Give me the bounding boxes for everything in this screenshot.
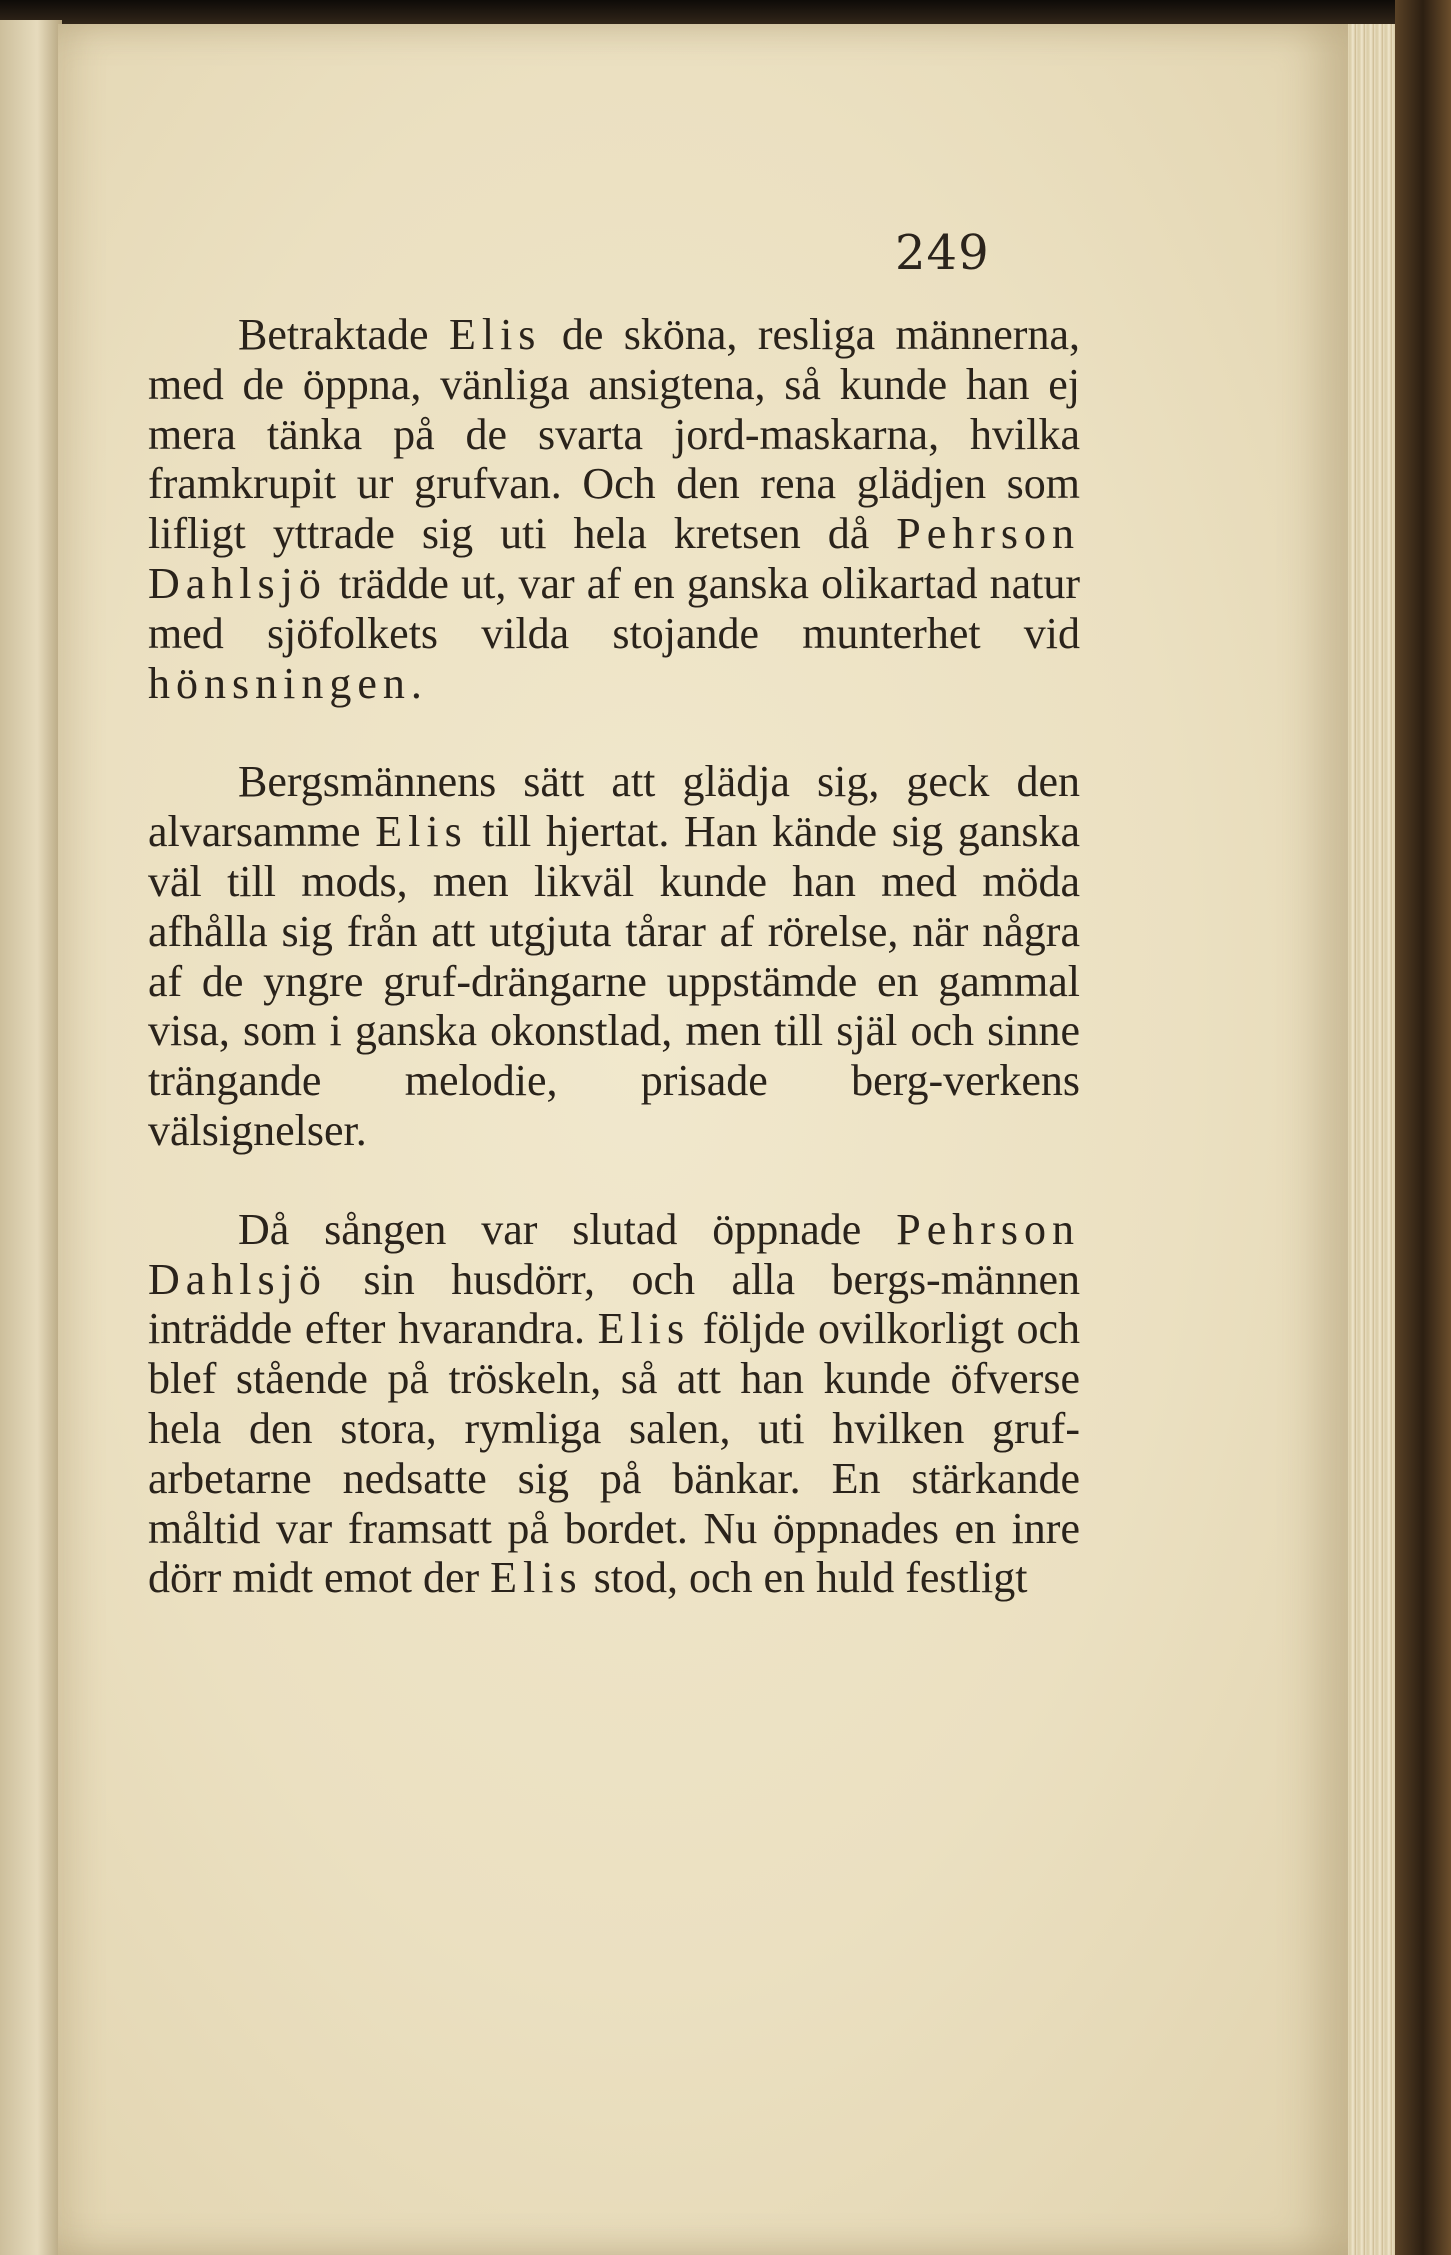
paragraph-2 [148, 757, 1080, 1155]
page-number: 249 [895, 225, 990, 281]
book-cover-edge [1395, 0, 1451, 2255]
left-page-edge [0, 20, 62, 2255]
text-run: sin husdörr, och alla bergs-männen inträdde efter hvarandra. [148, 1254, 1080, 1354]
spaced-name: Pehrson Dahlsjö [148, 1204, 1080, 1304]
paragraph-3 [148, 1205, 1080, 1603]
text-run: trädde ut, var af en ganska olikartad natur med sjöfolkets vilda stojande munterhet vid [148, 558, 1080, 658]
spaced-name: Pehrson Dahlsjö [148, 509, 1080, 608]
paragraph-1 [148, 310, 1080, 708]
spaced-word: hönsningen [148, 658, 411, 708]
text-run: följde ovilkorligt och blef stående på tröskeln, så att han kunde öfverse hela den stora, rymliga salen, uti hvilken gruf-arbetarne nedsatte sig på bänkar. En stärkande måltid var framsatt på bordet. Nu öppnades en inre dörr midt emot der [148, 1304, 1080, 1603]
text-run: Då sången var slutad öppnade [238, 1204, 897, 1254]
text-run: till hjertat. Han kände sig ganska väl till mods, men likväl kunde han med möda afhålla sig från att utgjuta tårar af rörelse, när några af de yngre gruf-drängarne uppstämde en gammal visa, som i ganska okonstlad, men till själ och sinne trängande melodie, prisade berg-verkens välsignelser. [148, 807, 1080, 1155]
text-run: Bergsmännens sätt att glädja sig, geck den alvarsamme [148, 757, 1080, 857]
text-run: stod, och en huld festligt [582, 1553, 1028, 1603]
text-run: de sköna, resliga männerna, med de öppna, vänliga ansigtena, så kunde han ej mera tänka på de svarta jord-maskarna, hvilka framkrupit ur grufvan. Och den rena glädjen som lifligt yttrade sig uti hela kretsen då [148, 310, 1080, 559]
spaced-name: Elis [375, 807, 468, 857]
text-run: . [410, 658, 422, 708]
spaced-name: Elis [490, 1553, 583, 1603]
text-run: Betraktade [238, 310, 449, 359]
page-body [148, 310, 1080, 1603]
spaced-name: Elis [597, 1304, 691, 1354]
spaced-name: Elis [448, 310, 542, 359]
